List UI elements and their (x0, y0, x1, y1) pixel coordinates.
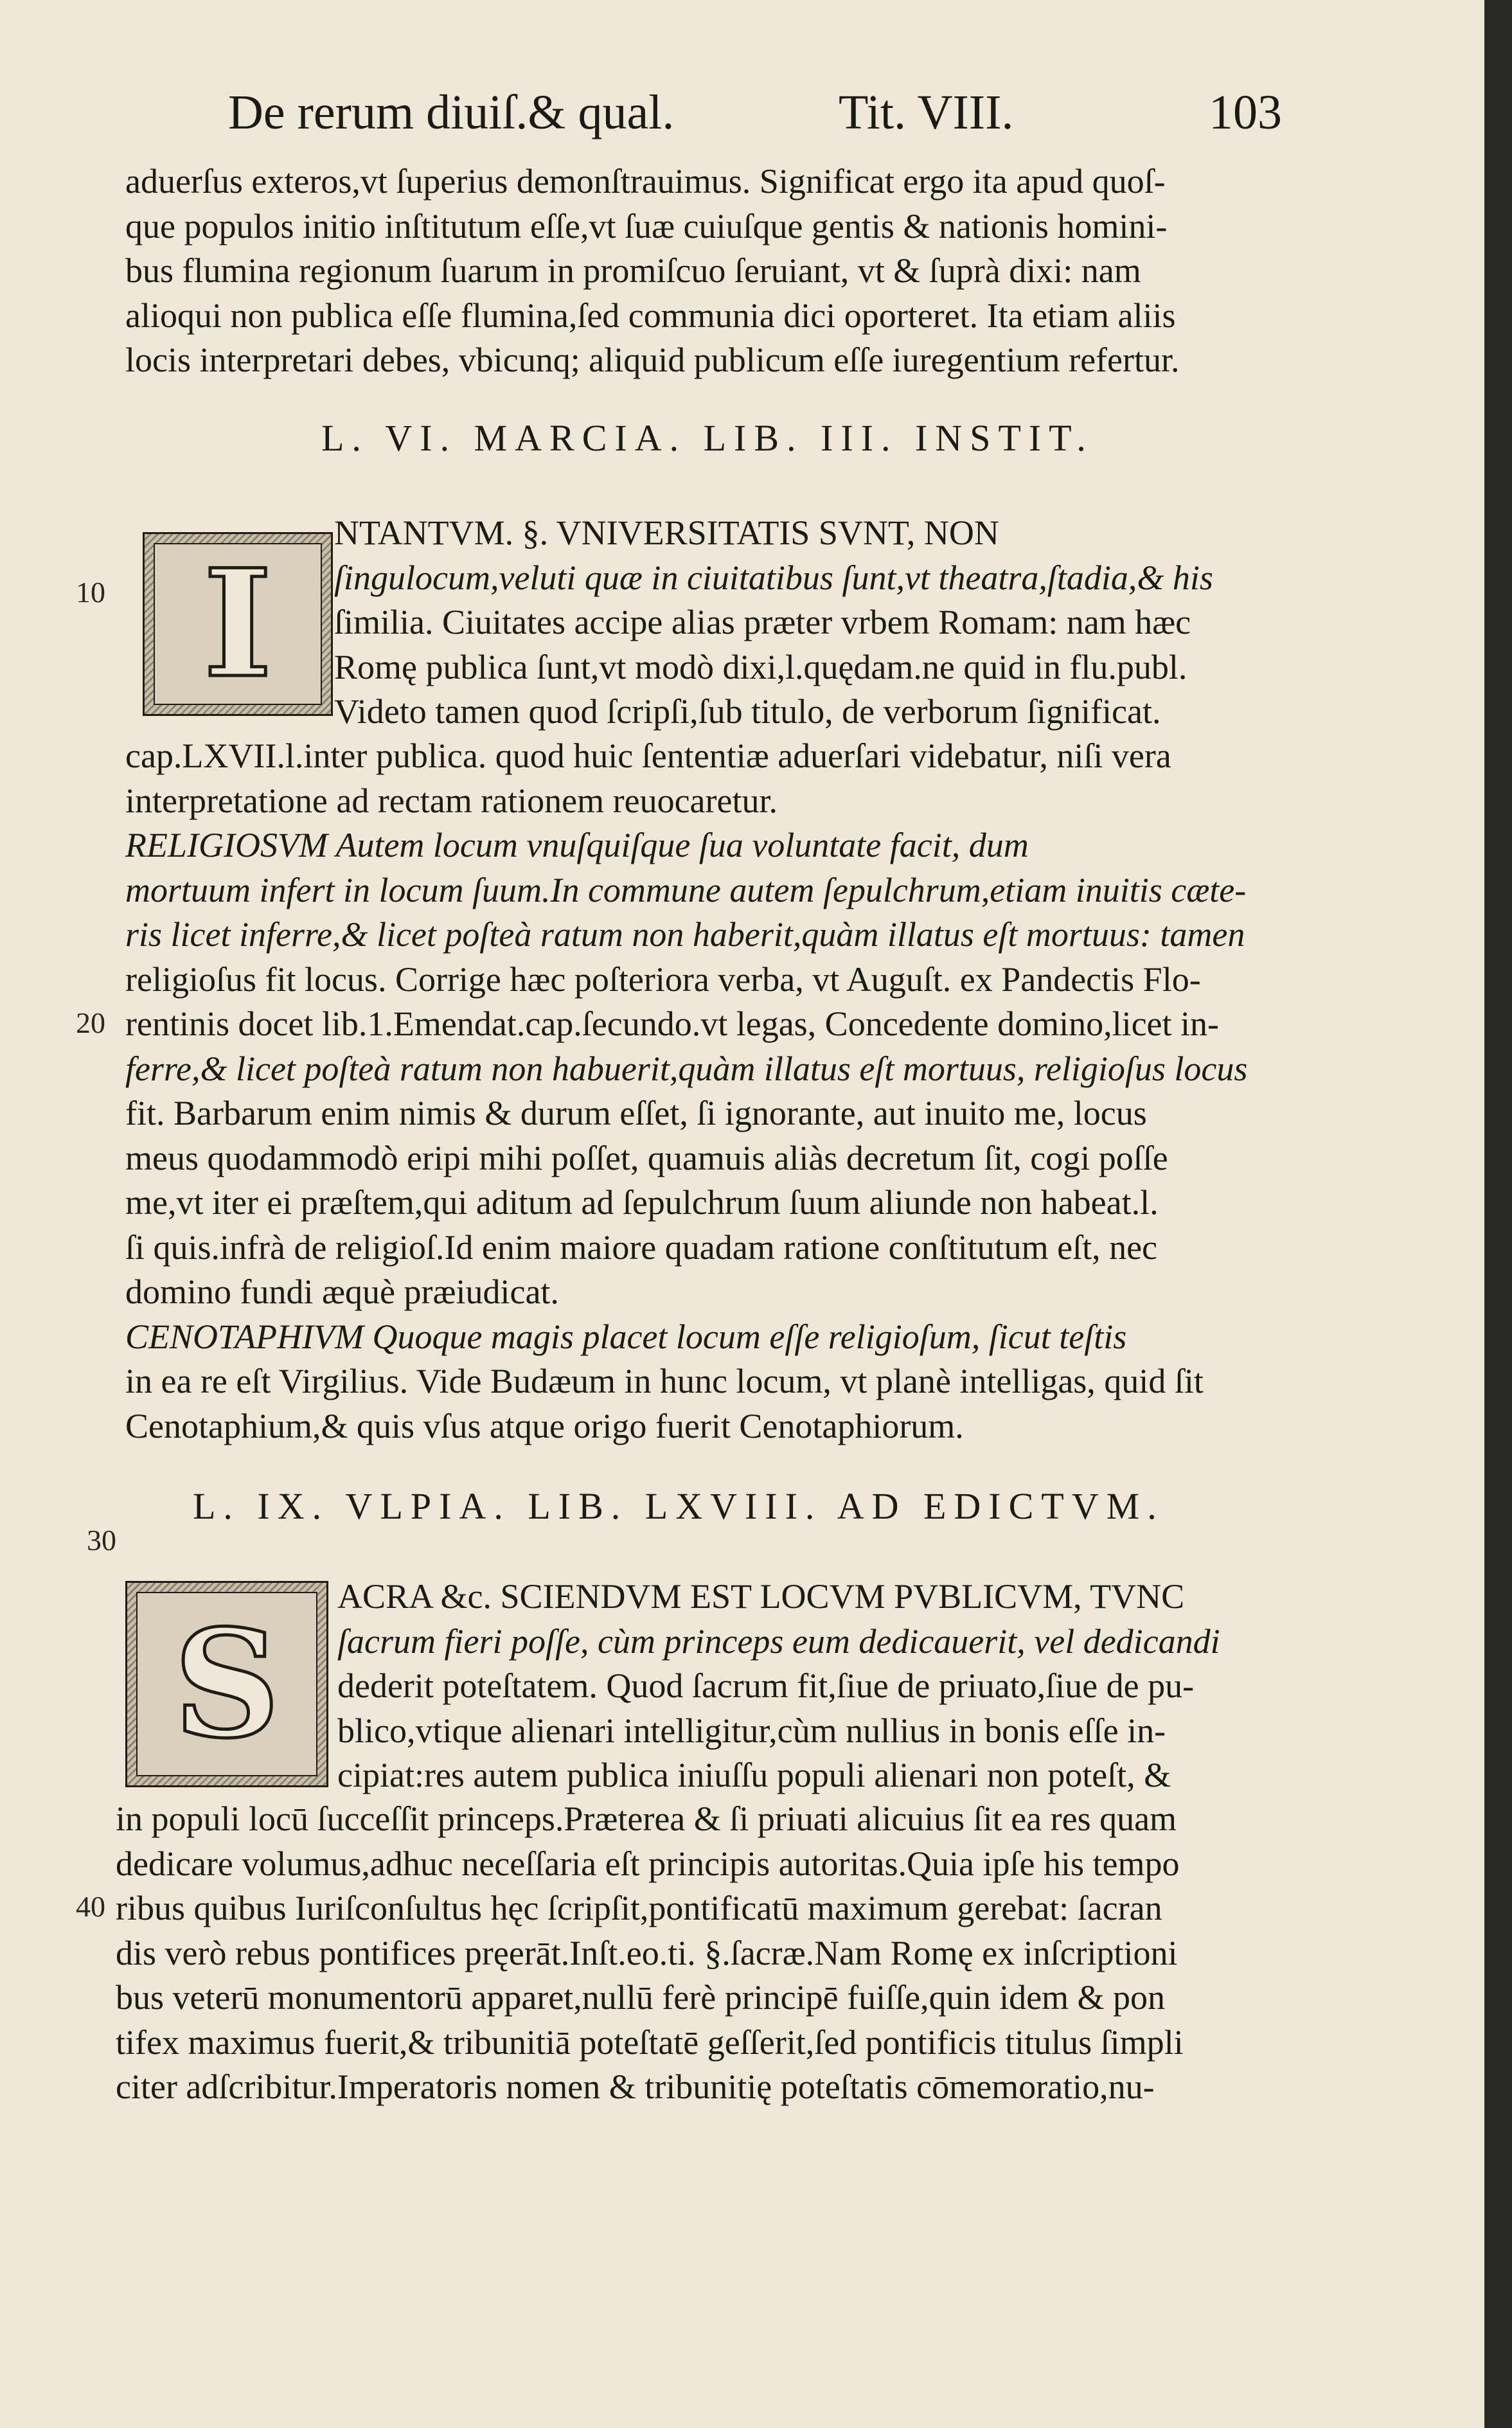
text-line: bus veterū monumentorū apparet,nullū ferè principē fuiſſe,quin idem & pon (116, 1978, 1166, 2017)
running-head-title: De rerum diuiſ.& qual. (228, 85, 675, 139)
margin-line-number: 20 (76, 1006, 105, 1039)
text-line: Cenotaphium,& quis vſus atque origo fuerit Cenotaphiorum. (125, 1406, 964, 1445)
text-line: RELIGIOSVM Autem locum vnuſquiſque ſua voluntate facit, dum (125, 826, 1029, 864)
text-line: dis verò rebus pontifices pręerāt.Inſt.eo.ti. §.ſacræ.Nam Romę ex inſcriptioni (116, 1933, 1178, 1972)
text-line: citer adſcribitur.Imperatoris nomen & tribunitię poteſtatis cōmemoratio,nu- (116, 2067, 1155, 2106)
woodcut-initial-I (143, 532, 333, 716)
text-line: bus flumina regionum ſuarum in promiſcuo ſeruiant, vt & ſuprà dixi: nam (125, 251, 1141, 290)
text-line: NTANTVM. §. VNIVERSITATIS SVNT, NON (334, 513, 999, 552)
text-line: ferre,& licet poſteà ratum non habuerit,quàm illatus eſt mortuus, religioſus locus (125, 1049, 1248, 1088)
text-line: meus quodammodò eripi mihi poſſet, quamuis aliàs decretum ſit, cogi poſſe (125, 1138, 1168, 1177)
text-line: in ea re eſt Virgilius. Vide Budæum in hunc locum, vt planè intelligas, quid ſit (125, 1362, 1204, 1400)
page-number: 103 (1209, 85, 1282, 139)
paragraph-main (125, 734, 1248, 1449)
running-head-titulus: Tit. VIII. (839, 85, 1014, 139)
text-line: rentinis docet lib.1.Emendat.cap.ſecundo.vt legas, Concedente domino,licet in- (125, 1004, 1220, 1043)
text-line: me,vt iter ei præſtem,qui aditum ad ſepulchrum ſuum aliunde non habeat.l. (125, 1183, 1159, 1222)
text-line: cipiat:res autem publica iniuſſu populi alienari non poteſt, & (337, 1756, 1171, 1794)
page-edge (1484, 0, 1512, 2428)
text-line: cap.LXVII.l.inter publica. quod huic ſententiæ aduerſari videbatur, niſi vera (125, 736, 1171, 775)
paragraph-sacra-indented (337, 1575, 1237, 1798)
paragraph-continuation (125, 159, 1237, 383)
text-line: religioſus fit locus. Corrige hæc poſteriora verba, vt Auguſt. ex Pandectis Flo- (125, 960, 1201, 999)
text-line: CENOTAPHIVM Quoque magis placet locum eſſe religioſum, ſicut teſtis (125, 1317, 1127, 1356)
text-line: in populi locū ſucceſſit princeps.Præterea & ſi priuati alicuius ſit ea res quam (116, 1799, 1177, 1838)
text-line: ACRA &c. SCIENDVM EST LOCVM PVBLICVM, TVNC (337, 1577, 1185, 1616)
woodcut-initial-S (125, 1581, 328, 1787)
text-line: ſi quis.infrà de religioſ.Id enim maiore quadam ratione conſtitutum eſt, nec (125, 1227, 1158, 1267)
text-line: blico,vtique alienari intelligitur,cùm nullius in bonis eſſe in- (337, 1711, 1166, 1750)
text-line: aduerſus exteros,vt ſuperius demonſtrauimus. Significat ergo ita apud quoſ- (125, 162, 1166, 201)
text-line: tifex maximus fuerit,& tribunitiā poteſtatē geſſerit,ſed pontificis titulus ſimpli (116, 2022, 1184, 2062)
text-line: que populos initio inſtitutum eſſe,vt ſuæ cuiuſque gentis & nationis homini- (125, 206, 1168, 245)
text-line: fit. Barbarum enim nimis & durum eſſet, ſi ignorante, aut inuito me, locus (125, 1094, 1147, 1132)
text-line: locis interpretari debes, vbicunq; aliquid publicum eſſe iuregentium refertur. (125, 341, 1180, 379)
text-line: interpretatione ad rectam rationem reuocaretur. (125, 781, 778, 820)
text-line: dederit poteſtatem. Quod ſacrum fit,ſiue de priuato,ſiue de pu- (337, 1666, 1195, 1705)
section-heading-marcia: L. VI. MARCIA. LIB. III. INSTIT. (321, 417, 1094, 459)
text-line: mortuum infert in locum ſuum.In commune autem ſepulchrum,etiam inuitis cæte- (125, 870, 1247, 909)
text-line: Romę publica ſunt,vt modò dixi,l.quędam.ne quid in flu.publ. (334, 647, 1187, 686)
running-head (228, 77, 1282, 148)
margin-line-number: 40 (76, 1890, 105, 1923)
initial-letter: S (173, 1597, 281, 1771)
section-heading-vlpia: L. IX. VLPIA. LIB. LXVIII. AD EDICTVM. (193, 1485, 1164, 1527)
text-line: dedicare volumus,adhuc neceſſaria eſt principis autoritas.Quia ipſe his tempo (116, 1844, 1180, 1883)
text-line: ſingulocum,veluti quæ in ciuitatibus ſunt,vt theatra,ſtadia,& his (334, 558, 1213, 597)
text-line: ſacrum fieri poſſe, cùm princeps eum dedicauerit, vel dedicandi (337, 1621, 1220, 1661)
paragraph-intantum-indented (334, 511, 1237, 735)
text-line: ris licet inferre,& licet poſteà ratum non haberit,quàm illatus eſt mortuus: tamen (125, 915, 1245, 954)
margin-line-number: 10 (76, 576, 105, 609)
text-line: ribus quibus Iuriſconſultus hęc ſcripſit,pontificatū maximum gerebat: ſacran (116, 1889, 1162, 1927)
text-line: ſimilia. Ciuitates accipe alias præter vrbem Romam: nam hæc (334, 603, 1191, 641)
text-line: alioqui non publica eſſe flumina,ſed communia dici oporteret. Ita etiam aliis (125, 296, 1176, 335)
text-line: domino fundi æquè præiudicat. (125, 1272, 559, 1311)
margin-line-number: 30 (87, 1524, 116, 1557)
initial-letter: I (203, 537, 272, 711)
paragraph-sacra-continued (116, 1797, 1237, 2110)
text-line: Videto tamen quod ſcripſi,ſub titulo, de verborum ſignificat. (334, 692, 1161, 731)
